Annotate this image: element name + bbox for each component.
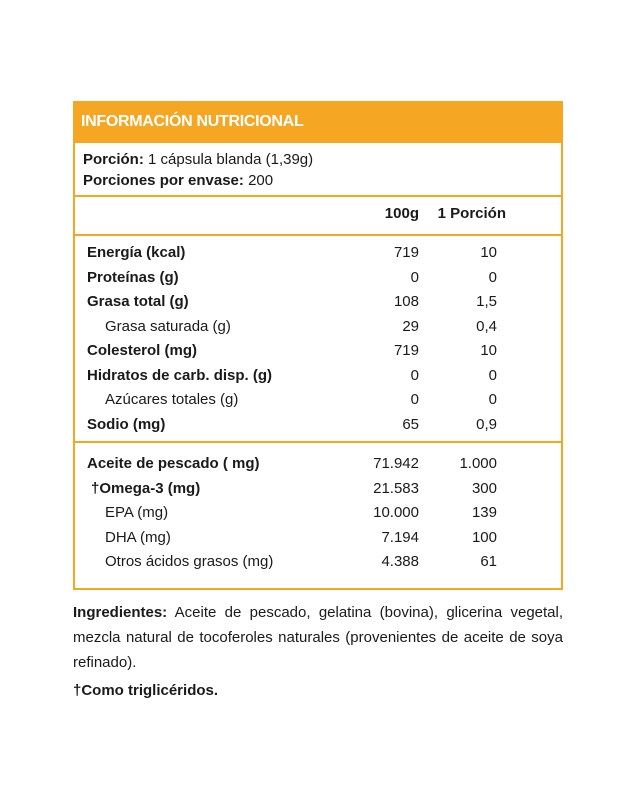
oil-label: EPA (mg) bbox=[105, 504, 169, 521]
nutrient-value-portion: 0 bbox=[488, 391, 497, 408]
nutrient-value-100g: 0 bbox=[410, 366, 419, 384]
serving-size-value: 1 cápsula blanda (1,39g) bbox=[148, 151, 314, 168]
nutrient-label: Hidratos de carb. disp. (g) bbox=[87, 366, 273, 384]
oil-value-portion: 61 bbox=[480, 553, 497, 570]
oil-label: Otros ácidos grasos (mg) bbox=[105, 553, 274, 570]
nutrient-value-portion: 0 bbox=[488, 268, 497, 286]
nutrient-value-portion: 0 bbox=[488, 366, 497, 384]
nutrient-value-portion: 10 bbox=[480, 244, 497, 261]
oil-label: Aceite de pescado ( mg) bbox=[87, 455, 260, 472]
nutrient-label: Proteínas (g) bbox=[87, 268, 179, 286]
oil-value-portion: 139 bbox=[471, 504, 497, 521]
oils-section bbox=[75, 443, 561, 575]
oil-row bbox=[75, 452, 561, 477]
oil-value-portion: 300 bbox=[471, 479, 497, 497]
nutrient-row bbox=[75, 364, 561, 389]
nutrient-value-100g: 29 bbox=[402, 317, 419, 335]
ingredients-paragraph bbox=[73, 600, 563, 675]
column-header-100g: 100g bbox=[384, 205, 419, 222]
nutrient-value-100g: 65 bbox=[402, 415, 419, 433]
nutrient-value-portion: 1,5 bbox=[476, 293, 497, 310]
nutrient-value-100g: 719 bbox=[393, 342, 419, 359]
nutrient-label: Energía (kcal) bbox=[87, 244, 186, 261]
servings-per-container bbox=[83, 170, 553, 191]
nutrient-value-portion: 0,9 bbox=[476, 415, 497, 433]
ingredients-text: Aceite de pescado, gelatina (bovina), glicerina vegetal, mezcla natural de tocoferoles naturales (provenientes de aceite de soya refinado). bbox=[73, 604, 564, 671]
oil-label: †Omega-3 (mg) bbox=[91, 479, 201, 497]
oil-row bbox=[75, 526, 561, 551]
oil-value-100g: 71.942 bbox=[373, 455, 419, 472]
nutrient-label: Colesterol (mg) bbox=[87, 342, 198, 359]
nutrient-row bbox=[75, 241, 561, 266]
nutrient-row bbox=[75, 266, 561, 291]
nutrient-label: Grasa saturada (g) bbox=[105, 317, 231, 335]
triglycerides-footnote: †Como triglicéridos. bbox=[73, 682, 219, 699]
nutrient-label: Sodio (mg) bbox=[87, 415, 166, 433]
oil-value-portion: 1.000 bbox=[459, 455, 497, 472]
nutrient-value-portion: 10 bbox=[480, 342, 497, 359]
oil-value-100g: 7.194 bbox=[381, 528, 419, 546]
oil-row bbox=[75, 477, 561, 502]
oil-row bbox=[75, 550, 561, 575]
column-headers bbox=[75, 197, 561, 236]
oil-label: DHA (mg) bbox=[105, 528, 171, 546]
oil-value-100g: 10.000 bbox=[373, 504, 419, 521]
nutrient-row bbox=[75, 388, 561, 413]
nutrient-row bbox=[75, 413, 561, 438]
nutrient-value-100g: 719 bbox=[393, 244, 419, 261]
serving-size bbox=[83, 149, 553, 170]
nutrient-row bbox=[75, 290, 561, 315]
nutrient-value-100g: 0 bbox=[410, 391, 419, 408]
oil-value-100g: 21.583 bbox=[373, 479, 419, 497]
nutrient-row bbox=[75, 339, 561, 364]
ingredients-label: Ingredientes: bbox=[73, 604, 168, 621]
oil-value-portion: 100 bbox=[471, 528, 497, 546]
oil-row bbox=[75, 501, 561, 526]
nutrition-facts-panel bbox=[73, 101, 563, 590]
nutrient-value-100g: 0 bbox=[410, 268, 419, 286]
nutrient-label: Azúcares totales (g) bbox=[105, 391, 239, 408]
servings-per-container-value: 200 bbox=[248, 172, 274, 189]
nutrient-label: Grasa total (g) bbox=[87, 293, 189, 310]
servings-per-container-label: Porciones por envase: bbox=[83, 172, 244, 189]
nutrient-value-portion: 0,4 bbox=[476, 317, 497, 335]
nutrients-section bbox=[75, 236, 561, 443]
column-header-portion: 1 Porción bbox=[437, 205, 506, 222]
portion-info bbox=[75, 141, 561, 197]
panel-title: INFORMACIÓN NUTRICIONAL bbox=[75, 103, 561, 141]
nutrient-row bbox=[75, 315, 561, 340]
nutrient-value-100g: 108 bbox=[393, 293, 419, 310]
serving-size-label: Porción: bbox=[83, 151, 144, 168]
oil-value-100g: 4.388 bbox=[381, 553, 419, 570]
